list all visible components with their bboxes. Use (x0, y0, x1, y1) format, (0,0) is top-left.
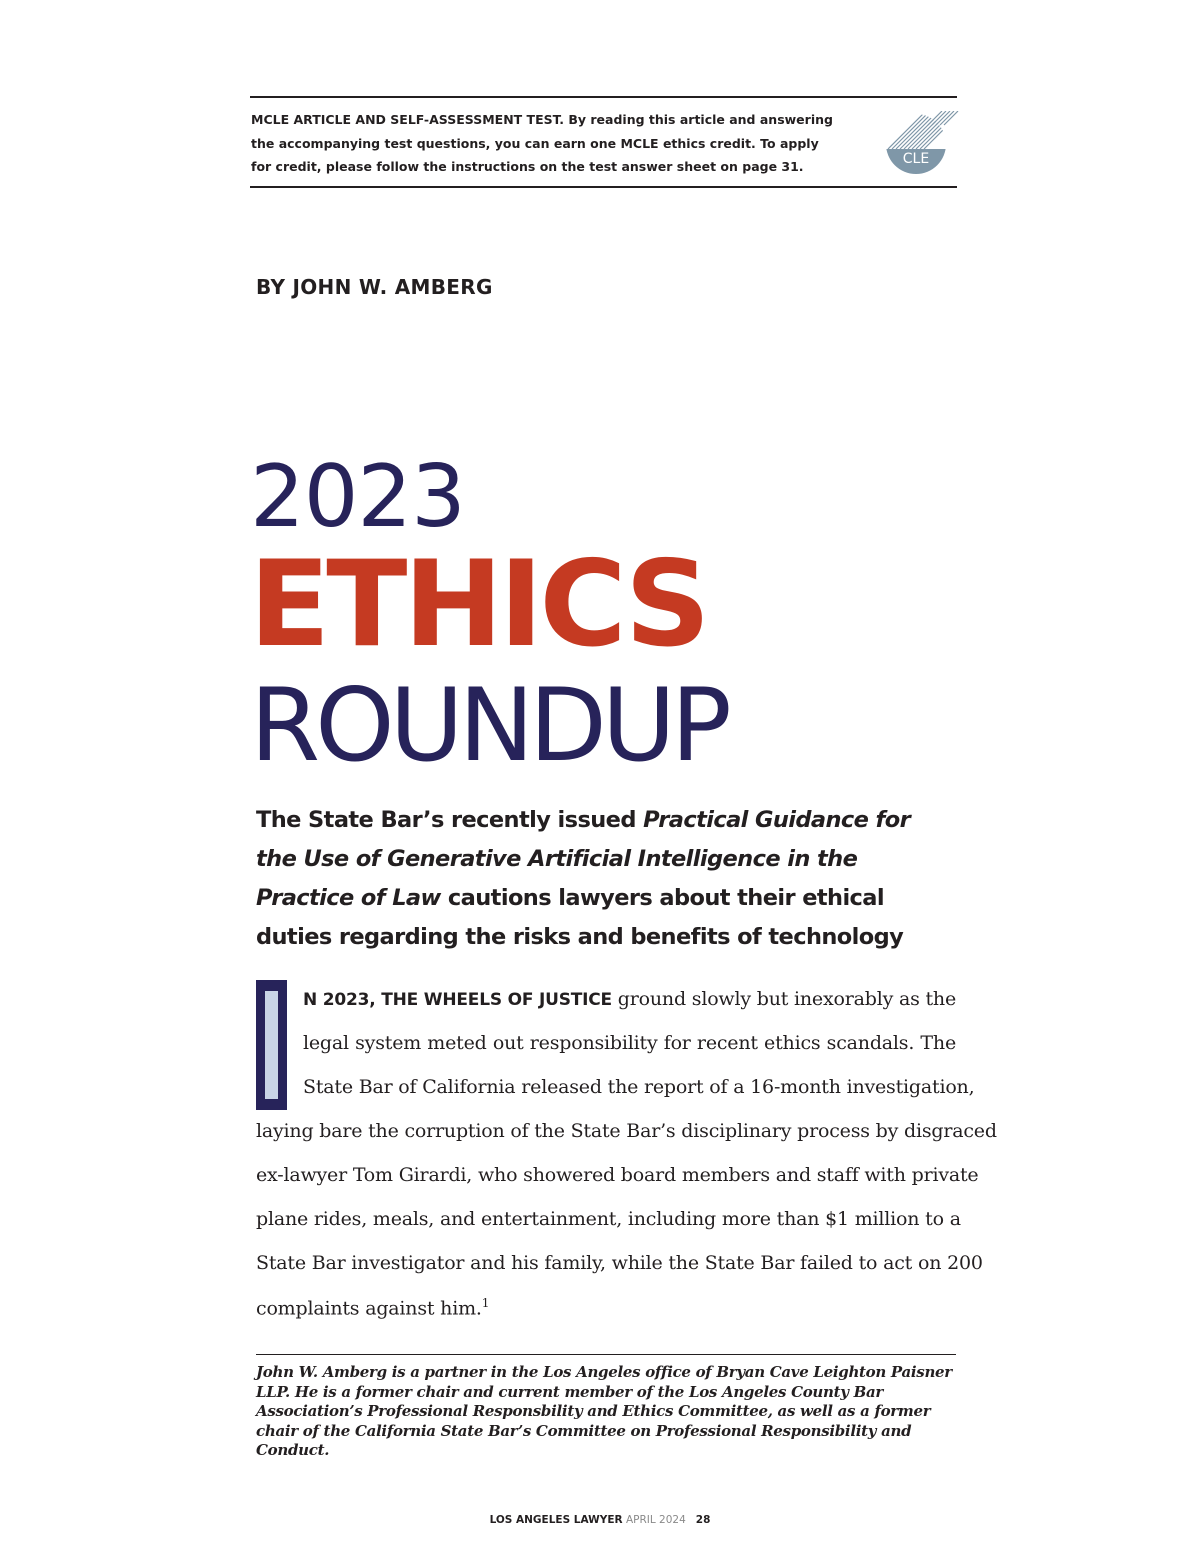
deck-part2: cautions lawyers about their ethical duties regarding the risks and benefits of technology (256, 885, 904, 950)
title-ethics: ETHICS (249, 536, 707, 674)
banner-top-rule (250, 96, 957, 98)
footer-date: APRIL 2024 (625, 1514, 686, 1526)
body-line-4: laying bare the corruption of the State Bar’s disciplinary process by disgraced (256, 1120, 997, 1142)
page-footer (0, 1514, 1200, 1526)
byline: BY JOHN W. AMBERG (256, 275, 493, 299)
title-year: 2023 (250, 447, 465, 547)
drop-cap-inner (265, 991, 278, 1099)
mcle-notice-lead: MCLE ARTICLE AND SELF-ASSESSMENT TEST. (251, 112, 564, 127)
body-lead-in: N 2023, THE WHEELS OF JUSTICE (303, 990, 612, 1010)
cle-logo-text: CLE (902, 151, 930, 167)
body-line-6: plane rides, meals, and entertainment, including more than $1 million to a (256, 1208, 961, 1230)
body-line-7: State Bar investigator and his family, while the State Bar failed to act on 200 (256, 1252, 983, 1274)
cle-logo-icon (884, 111, 960, 175)
footer-page-number: 28 (695, 1514, 711, 1526)
footer-magazine: LOS ANGELES LAWYER (489, 1514, 623, 1526)
body-line-8: complaints against him.$^1$ (256, 1296, 490, 1320)
body-line-1: N 2023, THE WHEELS OF JUSTICE ground slowly but inexorably as the (303, 988, 956, 1010)
body-line-3: State Bar of California released the report of a 16-month investigation, (303, 1076, 975, 1098)
banner-bottom-rule (250, 186, 957, 188)
body-line-5: ex-lawyer Tom Girardi, who showered board members and staff with private (256, 1164, 979, 1186)
mcle-notice-text: By reading this article and answering the accompanying test questions, you can earn one MCLE ethics credit. To apply for credit, please follow the instructions on the test answer sheet on page 31. (251, 112, 833, 174)
article-deck (256, 801, 956, 957)
title-roundup: ROUNDUP (250, 666, 727, 784)
bio-rule (256, 1354, 956, 1355)
deck-part1: The State Bar’s recently issued (256, 807, 644, 833)
drop-cap (256, 980, 287, 1110)
mcle-notice (251, 108, 841, 179)
author-bio: John W. Amberg is a partner in the Los Angeles office of Bryan Cave Leighton Paisner LLP. He is a former chair and current member of the Los Angeles County Bar Association’s Professional Responsbility and Ethics Committee, as well as a former chair of the California State Bar’s Committee on Professional Responsibility and Conduct. (256, 1363, 952, 1459)
deck-italic-title: Practical Guidance for the Use of Generative Artificial Intelligence in the Practice of Law (256, 807, 911, 911)
body-line-2: legal system meted out responsibility for recent ethics scandals. The (303, 1032, 956, 1054)
footnote-ref: 1 (481, 1296, 490, 1310)
